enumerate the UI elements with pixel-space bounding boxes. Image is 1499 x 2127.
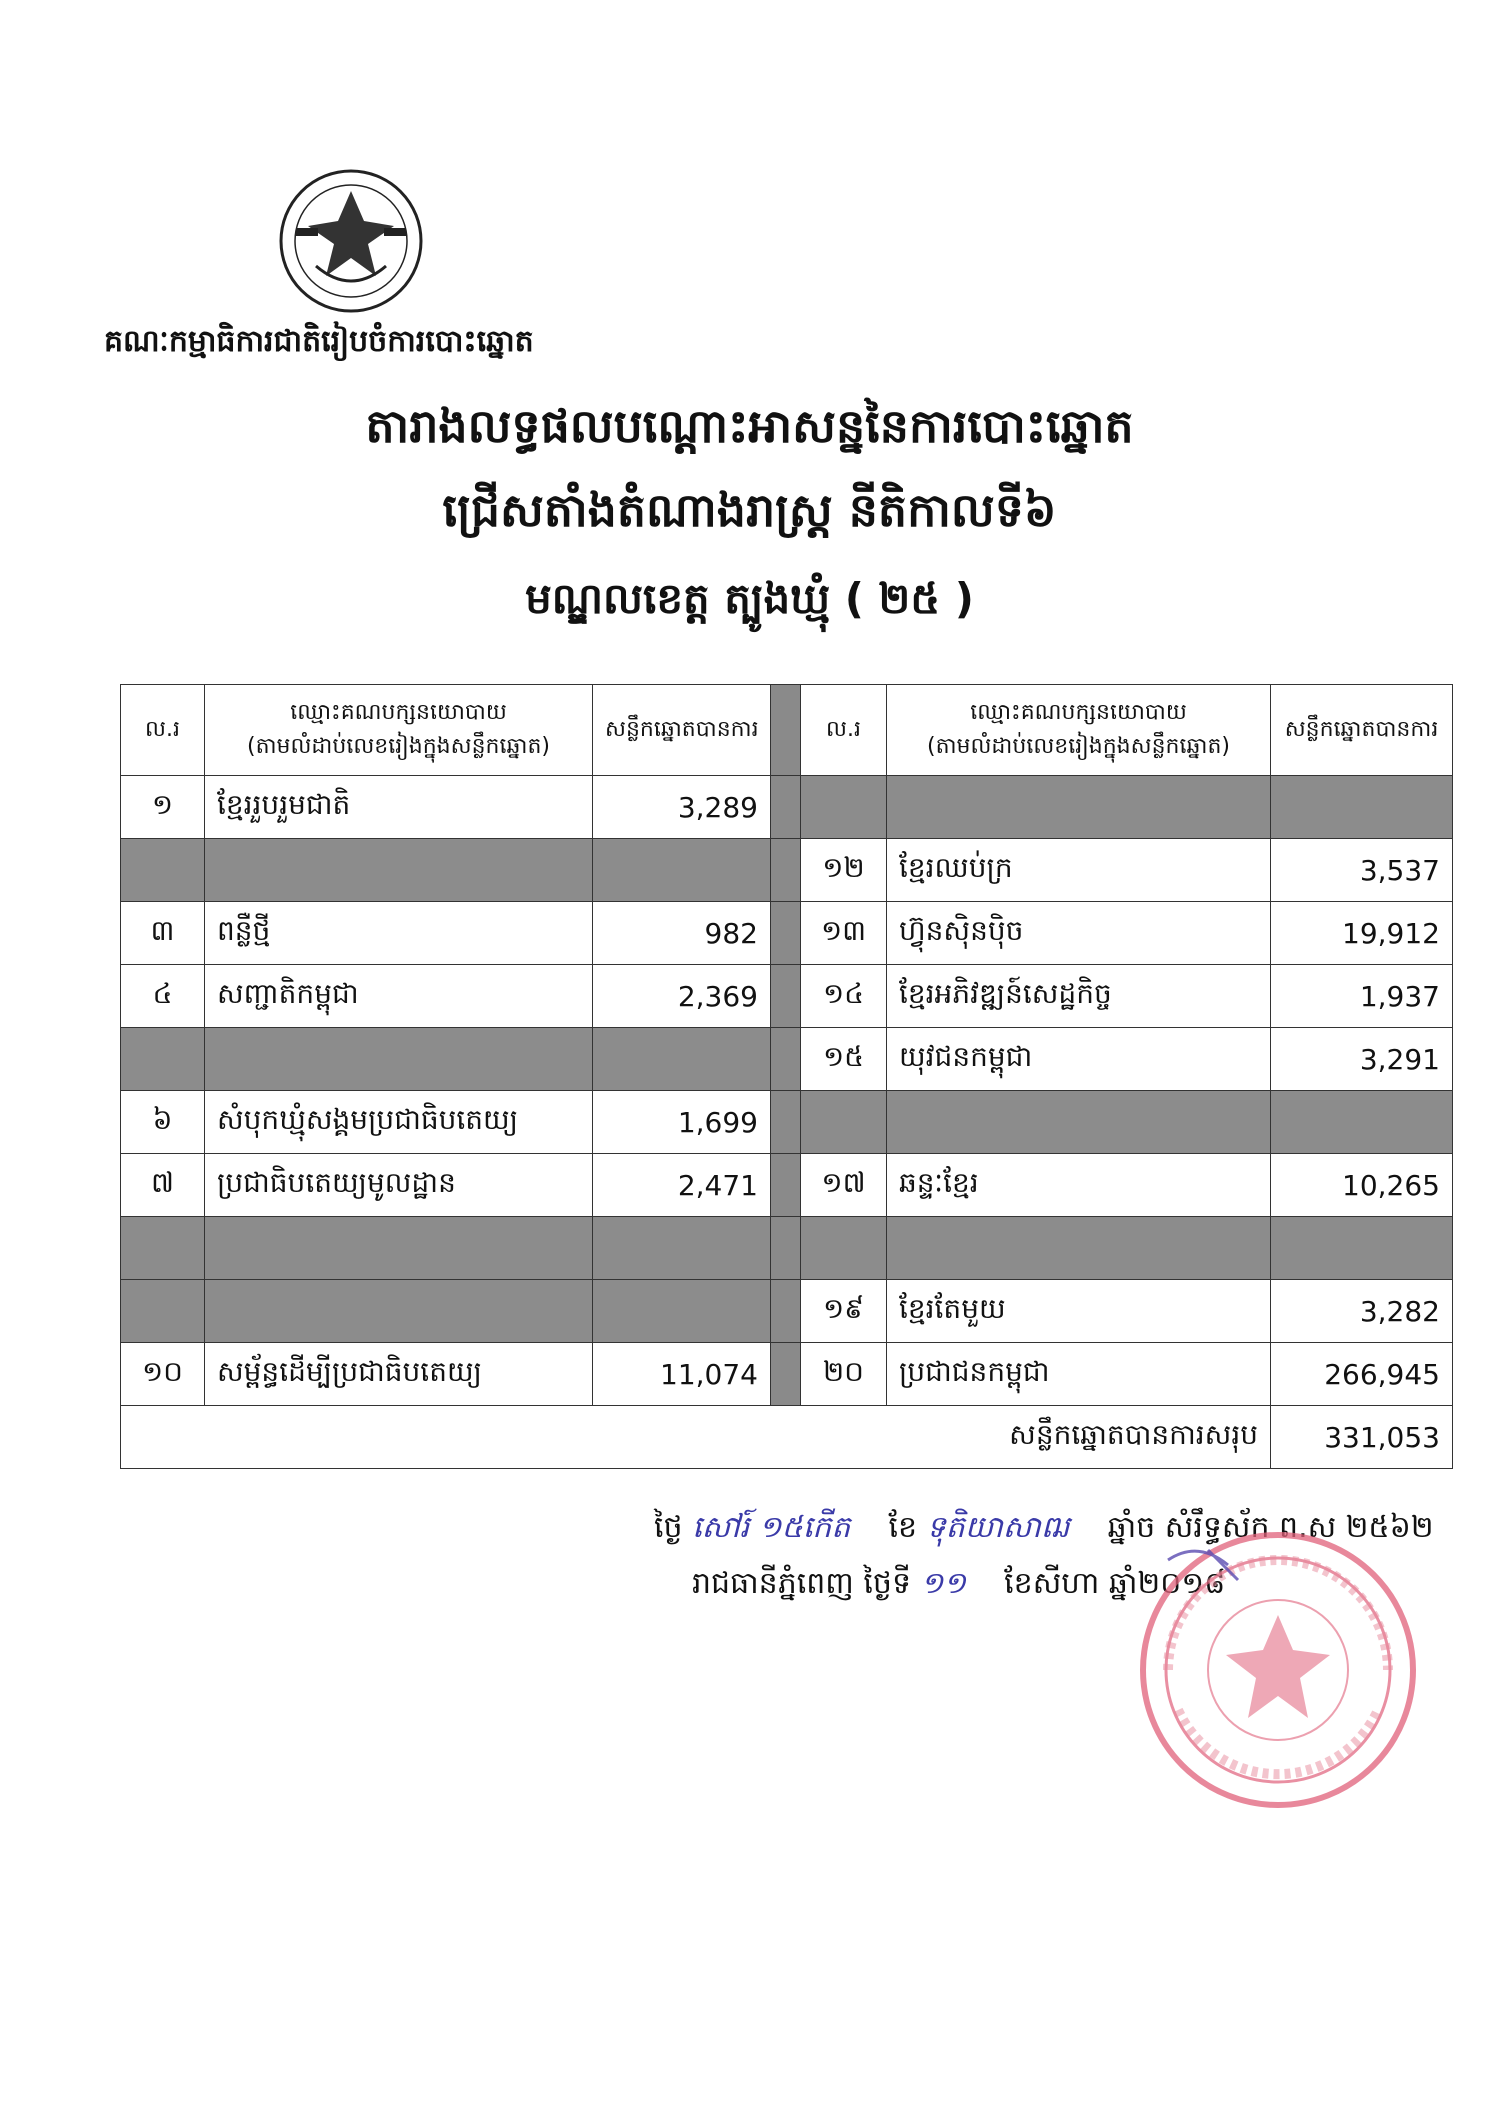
party-votes-right: 3,537: [1271, 839, 1453, 902]
party-number-right: ១៩: [801, 1280, 887, 1343]
party-name-left: ពន្លឺថ្មី: [205, 902, 593, 965]
party-name-left: [205, 839, 593, 902]
party-votes-left: [593, 1217, 771, 1280]
col-header-party-right: [887, 685, 1271, 776]
nec-emblem-logo: [276, 166, 426, 316]
party-number-right: ១៣: [801, 902, 887, 965]
party-votes-left: 982: [593, 902, 771, 965]
col-header-party-note: (តាមលំដាប់លេខរៀងក្នុងសន្លឹកឆ្នោត): [926, 734, 1230, 759]
column-separator: [771, 902, 801, 965]
party-name-left: [205, 1217, 593, 1280]
table-row: [121, 902, 1453, 965]
party-votes-left: 3,289: [593, 776, 771, 839]
table-row: [121, 1280, 1453, 1343]
party-votes-left: [593, 839, 771, 902]
lunar-day-handwritten: សៅរ៍ ១៥កើត: [692, 1510, 851, 1545]
party-name-right: ប្រជាជនកម្ពុជា: [887, 1343, 1271, 1406]
party-name-left: [205, 1028, 593, 1091]
col-header-party-note: (តាមលំដាប់លេខរៀងក្នុងសន្លឹកឆ្នោត): [246, 734, 550, 759]
table-row: [121, 1217, 1453, 1280]
lunar-month-handwritten: ទុតិយាសាឍ: [926, 1510, 1070, 1545]
organization-name: គណៈកម្មាធិការជាតិរៀបចំការបោះឆ្នោត: [104, 324, 534, 359]
month-year: ខែសីហា ឆ្នាំ២០១៨: [1004, 1566, 1226, 1601]
party-number-left: ៣: [121, 902, 205, 965]
party-name-right: យុវជនកម្ពុជា: [887, 1028, 1271, 1091]
table-row: [121, 776, 1453, 839]
table-row: [121, 1028, 1453, 1091]
lunar-day-prefix: ថ្ងៃ: [654, 1510, 683, 1545]
document-title: តារាងលទ្ធផលបណ្ដោះអាសន្ននៃការបោះឆ្នោត: [365, 399, 1134, 453]
official-seal-stamp: [1108, 1520, 1448, 1820]
party-votes-right: 3,282: [1271, 1280, 1453, 1343]
party-votes-right: 19,912: [1271, 902, 1453, 965]
party-votes-right: [1271, 1217, 1453, 1280]
party-name-right: [887, 1091, 1271, 1154]
party-votes-right: 266,945: [1271, 1343, 1453, 1406]
party-number-left: ១០: [121, 1343, 205, 1406]
col-header-no-right: ល.រ: [801, 685, 887, 776]
col-header-party-title: ឈ្មោះគណបក្សនយោបាយ: [970, 700, 1187, 725]
party-name-right: ខ្មែរអភិវឌ្ឍន៍សេដ្ឋកិច្ច: [887, 965, 1271, 1028]
party-name-right: [887, 776, 1271, 839]
city-day-prefix: រាជធានីភ្នំពេញ ថ្ងៃទី: [692, 1566, 912, 1601]
party-votes-right: [1271, 776, 1453, 839]
table-row: [121, 1343, 1453, 1406]
party-name-left: សំបុកឃ្មុំសង្គមប្រជាធិបតេយ្យ: [205, 1091, 593, 1154]
party-number-right: [801, 1217, 887, 1280]
day-handwritten: ១១: [920, 1566, 966, 1601]
total-votes: 331,053: [1271, 1406, 1453, 1469]
party-number-right: ២០: [801, 1343, 887, 1406]
total-row: [121, 1406, 1453, 1469]
party-name-right: ឆន្ទៈខ្មែរ: [887, 1154, 1271, 1217]
party-number-right: ១២: [801, 839, 887, 902]
party-name-left: សញ្ជាតិកម្ពុជា: [205, 965, 593, 1028]
column-separator: [771, 1154, 801, 1217]
party-number-right: [801, 1091, 887, 1154]
column-separator: [771, 1217, 801, 1280]
party-name-right: ខ្មែរតែមួយ: [887, 1280, 1271, 1343]
party-votes-left: [593, 1280, 771, 1343]
column-separator: [771, 776, 801, 839]
table-row: [121, 1154, 1453, 1217]
party-votes-right: 1,937: [1271, 965, 1453, 1028]
party-votes-left: [593, 1028, 771, 1091]
constituency-title: មណ្ឌលខេត្ត ត្បូងឃ្មុំ ( ២៥ ): [525, 574, 974, 623]
total-label: សន្លឹកឆ្នោតបានការសរុប: [121, 1406, 1271, 1469]
column-separator: [771, 839, 801, 902]
party-name-left: ខ្មែររួបរួមជាតិ: [205, 776, 593, 839]
party-name-left: ប្រជាធិបតេយ្យមូលដ្ឋាន: [205, 1154, 593, 1217]
party-name-right: [887, 1217, 1271, 1280]
party-number-right: [801, 776, 887, 839]
party-number-left: ៧: [121, 1154, 205, 1217]
party-name-right: ខ្មែរឈប់ក្រ: [887, 839, 1271, 902]
party-number-left: ៦: [121, 1091, 205, 1154]
party-number-right: ១៧: [801, 1154, 887, 1217]
party-name-right: ហ៊្វុនស៊ិនប៉ិច: [887, 902, 1271, 965]
column-separator: [771, 1028, 801, 1091]
party-votes-right: 3,291: [1271, 1028, 1453, 1091]
party-name-left: [205, 1280, 593, 1343]
party-number-right: ១៤: [801, 965, 887, 1028]
results-table: [120, 684, 1453, 1469]
party-number-right: ១៥: [801, 1028, 887, 1091]
col-header-votes-left: សន្លឹកឆ្នោតបានការ: [593, 685, 771, 776]
lunar-month-prefix: ខែ: [888, 1510, 918, 1545]
column-separator: [771, 1343, 801, 1406]
column-separator: [771, 1280, 801, 1343]
column-separator: [771, 685, 801, 776]
party-votes-left: 1,699: [593, 1091, 771, 1154]
table-row: [121, 965, 1453, 1028]
party-votes-left: 11,074: [593, 1343, 771, 1406]
col-header-no-left: ល.រ: [121, 685, 205, 776]
table-header-row: [121, 685, 1453, 776]
table-row: [121, 839, 1453, 902]
party-votes-right: 10,265: [1271, 1154, 1453, 1217]
col-header-party-left: [205, 685, 593, 776]
table-row: [121, 1091, 1453, 1154]
party-votes-right: [1271, 1091, 1453, 1154]
party-votes-left: 2,369: [593, 965, 771, 1028]
party-number-left: [121, 1028, 205, 1091]
party-number-left: [121, 839, 205, 902]
column-separator: [771, 1091, 801, 1154]
col-header-party-title: ឈ្មោះគណបក្សនយោបាយ: [290, 700, 507, 725]
lunar-year: ឆ្នាំច សំរឹទ្ធស័ក ព.ស ២៥៦២: [1107, 1510, 1434, 1545]
col-header-votes-right: សន្លឹកឆ្នោតបានការ: [1271, 685, 1453, 776]
party-number-left: ១: [121, 776, 205, 839]
party-votes-left: 2,471: [593, 1154, 771, 1217]
document-subtitle: ជ្រើសតាំងតំណាងរាស្ត្រ នីតិកាលទី៦: [442, 483, 1057, 537]
column-separator: [771, 965, 801, 1028]
party-name-left: សម្ព័ន្ធដើម្បីប្រជាធិបតេយ្យ: [205, 1343, 593, 1406]
party-number-left: ៤: [121, 965, 205, 1028]
party-number-left: [121, 1280, 205, 1343]
party-number-left: [121, 1217, 205, 1280]
